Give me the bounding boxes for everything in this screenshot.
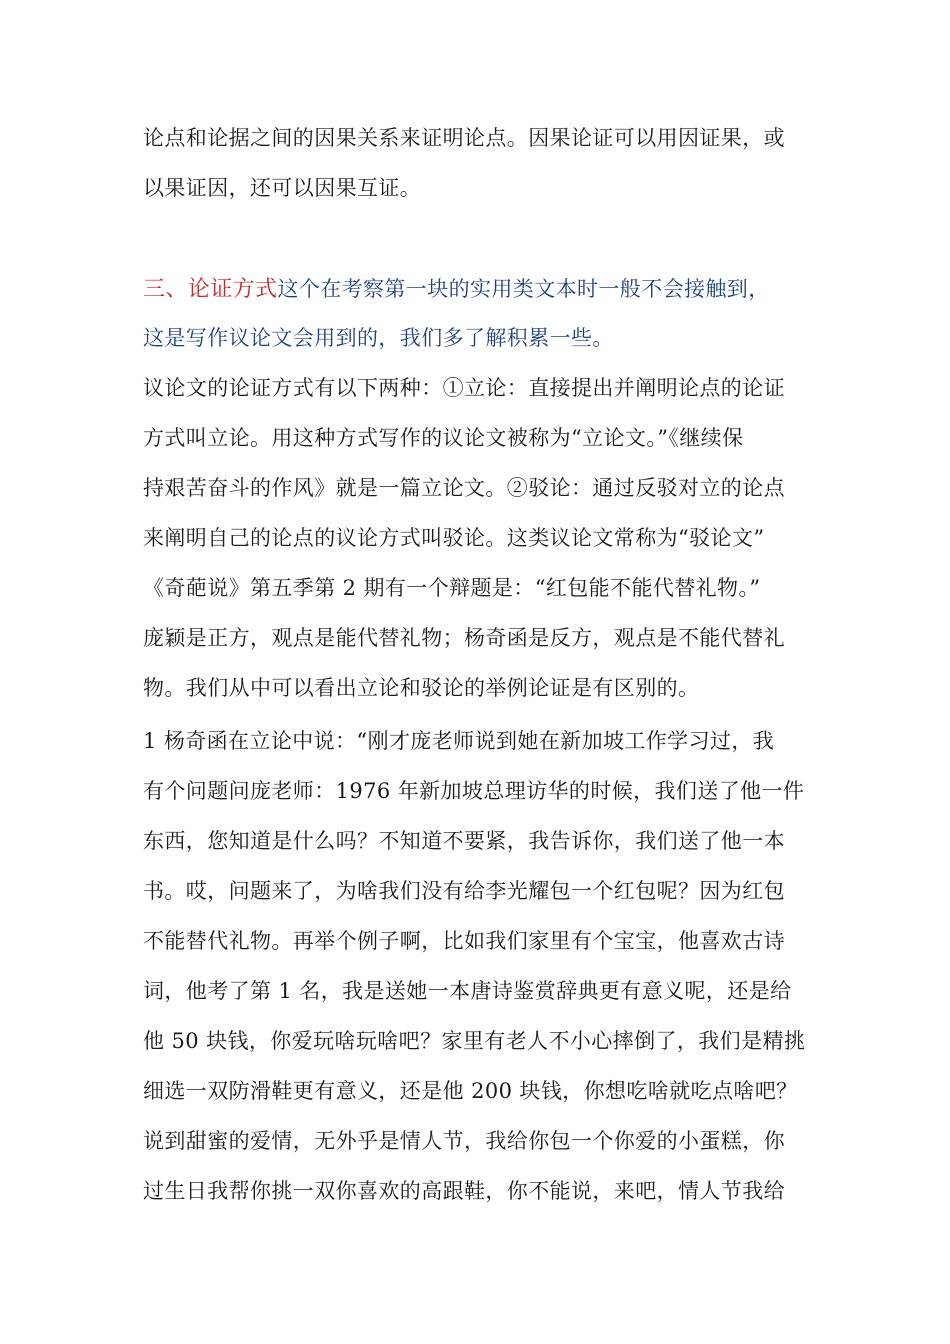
paragraph-line: 有个问题问庞老师：1976 年新加坡总理访华的时候，我们送了他一件 xyxy=(143,779,805,803)
paragraph-line: 庞颖是正方，观点是能代替礼物；杨奇函是反方，观点是不能代替礼 xyxy=(143,626,785,650)
paragraph-line: 《奇葩说》第五季第 2 期有一个辩题是：“红包能不能代替礼物。” xyxy=(143,576,761,600)
paragraph-line: 说到甜蜜的爱情，无外乎是情人节，我给你包一个你爱的小蛋糕，你 xyxy=(143,1129,785,1153)
section-heading-note: 这个在考察第一块的实用类文本时一般不会接触到， xyxy=(277,277,770,301)
paragraph-line: 论点和论据之间的因果关系来证明论点。因果论证可以用因证果，或 xyxy=(143,126,785,150)
paragraph-line: 不能替代礼物。再举个例子啊，比如我们家里有个宝宝，他喜欢古诗 xyxy=(143,929,785,953)
paragraph-line: 他 50 块钱，你爱玩啥玩啥吧？家里有老人不小心摔倒了，我们是精挑 xyxy=(143,1029,806,1053)
paragraph-line: 书。哎，问题来了，为啥我们没有给李光耀包一个红包呢？因为红包 xyxy=(143,879,785,903)
paragraph-line: 细选一双防滑鞋更有意义，还是他 200 块钱，你想吃啥就吃点啥吧？ xyxy=(143,1079,798,1103)
section-heading-title: 三、论证方式 xyxy=(143,277,278,302)
paragraph-line: 以果证因，还可以因果互证。 xyxy=(143,176,422,200)
paragraph-line: 方式叫立论。用这种方式写作的议论文被称为“立论文。”《继续保 xyxy=(143,426,744,450)
paragraph-line: 东西，您知道是什么吗？不知道不要紧，我告诉你，我们送了他一本 xyxy=(143,829,785,853)
paragraph-line: 来阐明自己的论点的议论方式叫驳论。这类议论文常称为“驳论文” xyxy=(143,526,765,550)
section-heading xyxy=(143,274,770,305)
paragraph-line: 物。我们从中可以看出立论和驳论的举例论证是有区别的。 xyxy=(143,676,700,700)
paragraph-line: 议论文的论证方式有以下两种：①立论：直接提出并阐明论点的论证 xyxy=(143,376,785,400)
paragraph-line: 过生日我帮你挑一双你喜欢的高跟鞋，你不能说，来吧，情人节我给 xyxy=(143,1179,785,1203)
paragraph-line: 持艰苦奋斗的作风》就是一篇立论文。②驳论：通过反驳对立的论点 xyxy=(143,476,785,500)
section-heading-note-line: 这是写作议论文会用到的，我们多了解积累一些。 xyxy=(143,326,614,350)
paragraph-line: 1 杨奇函在立论中说：“刚才庞老师说到她在新加坡工作学习过，我 xyxy=(143,729,775,753)
paragraph-line: 词，他考了第 1 名，我是送她一本唐诗鉴赏辞典更有意义呢，还是给 xyxy=(143,979,792,1003)
